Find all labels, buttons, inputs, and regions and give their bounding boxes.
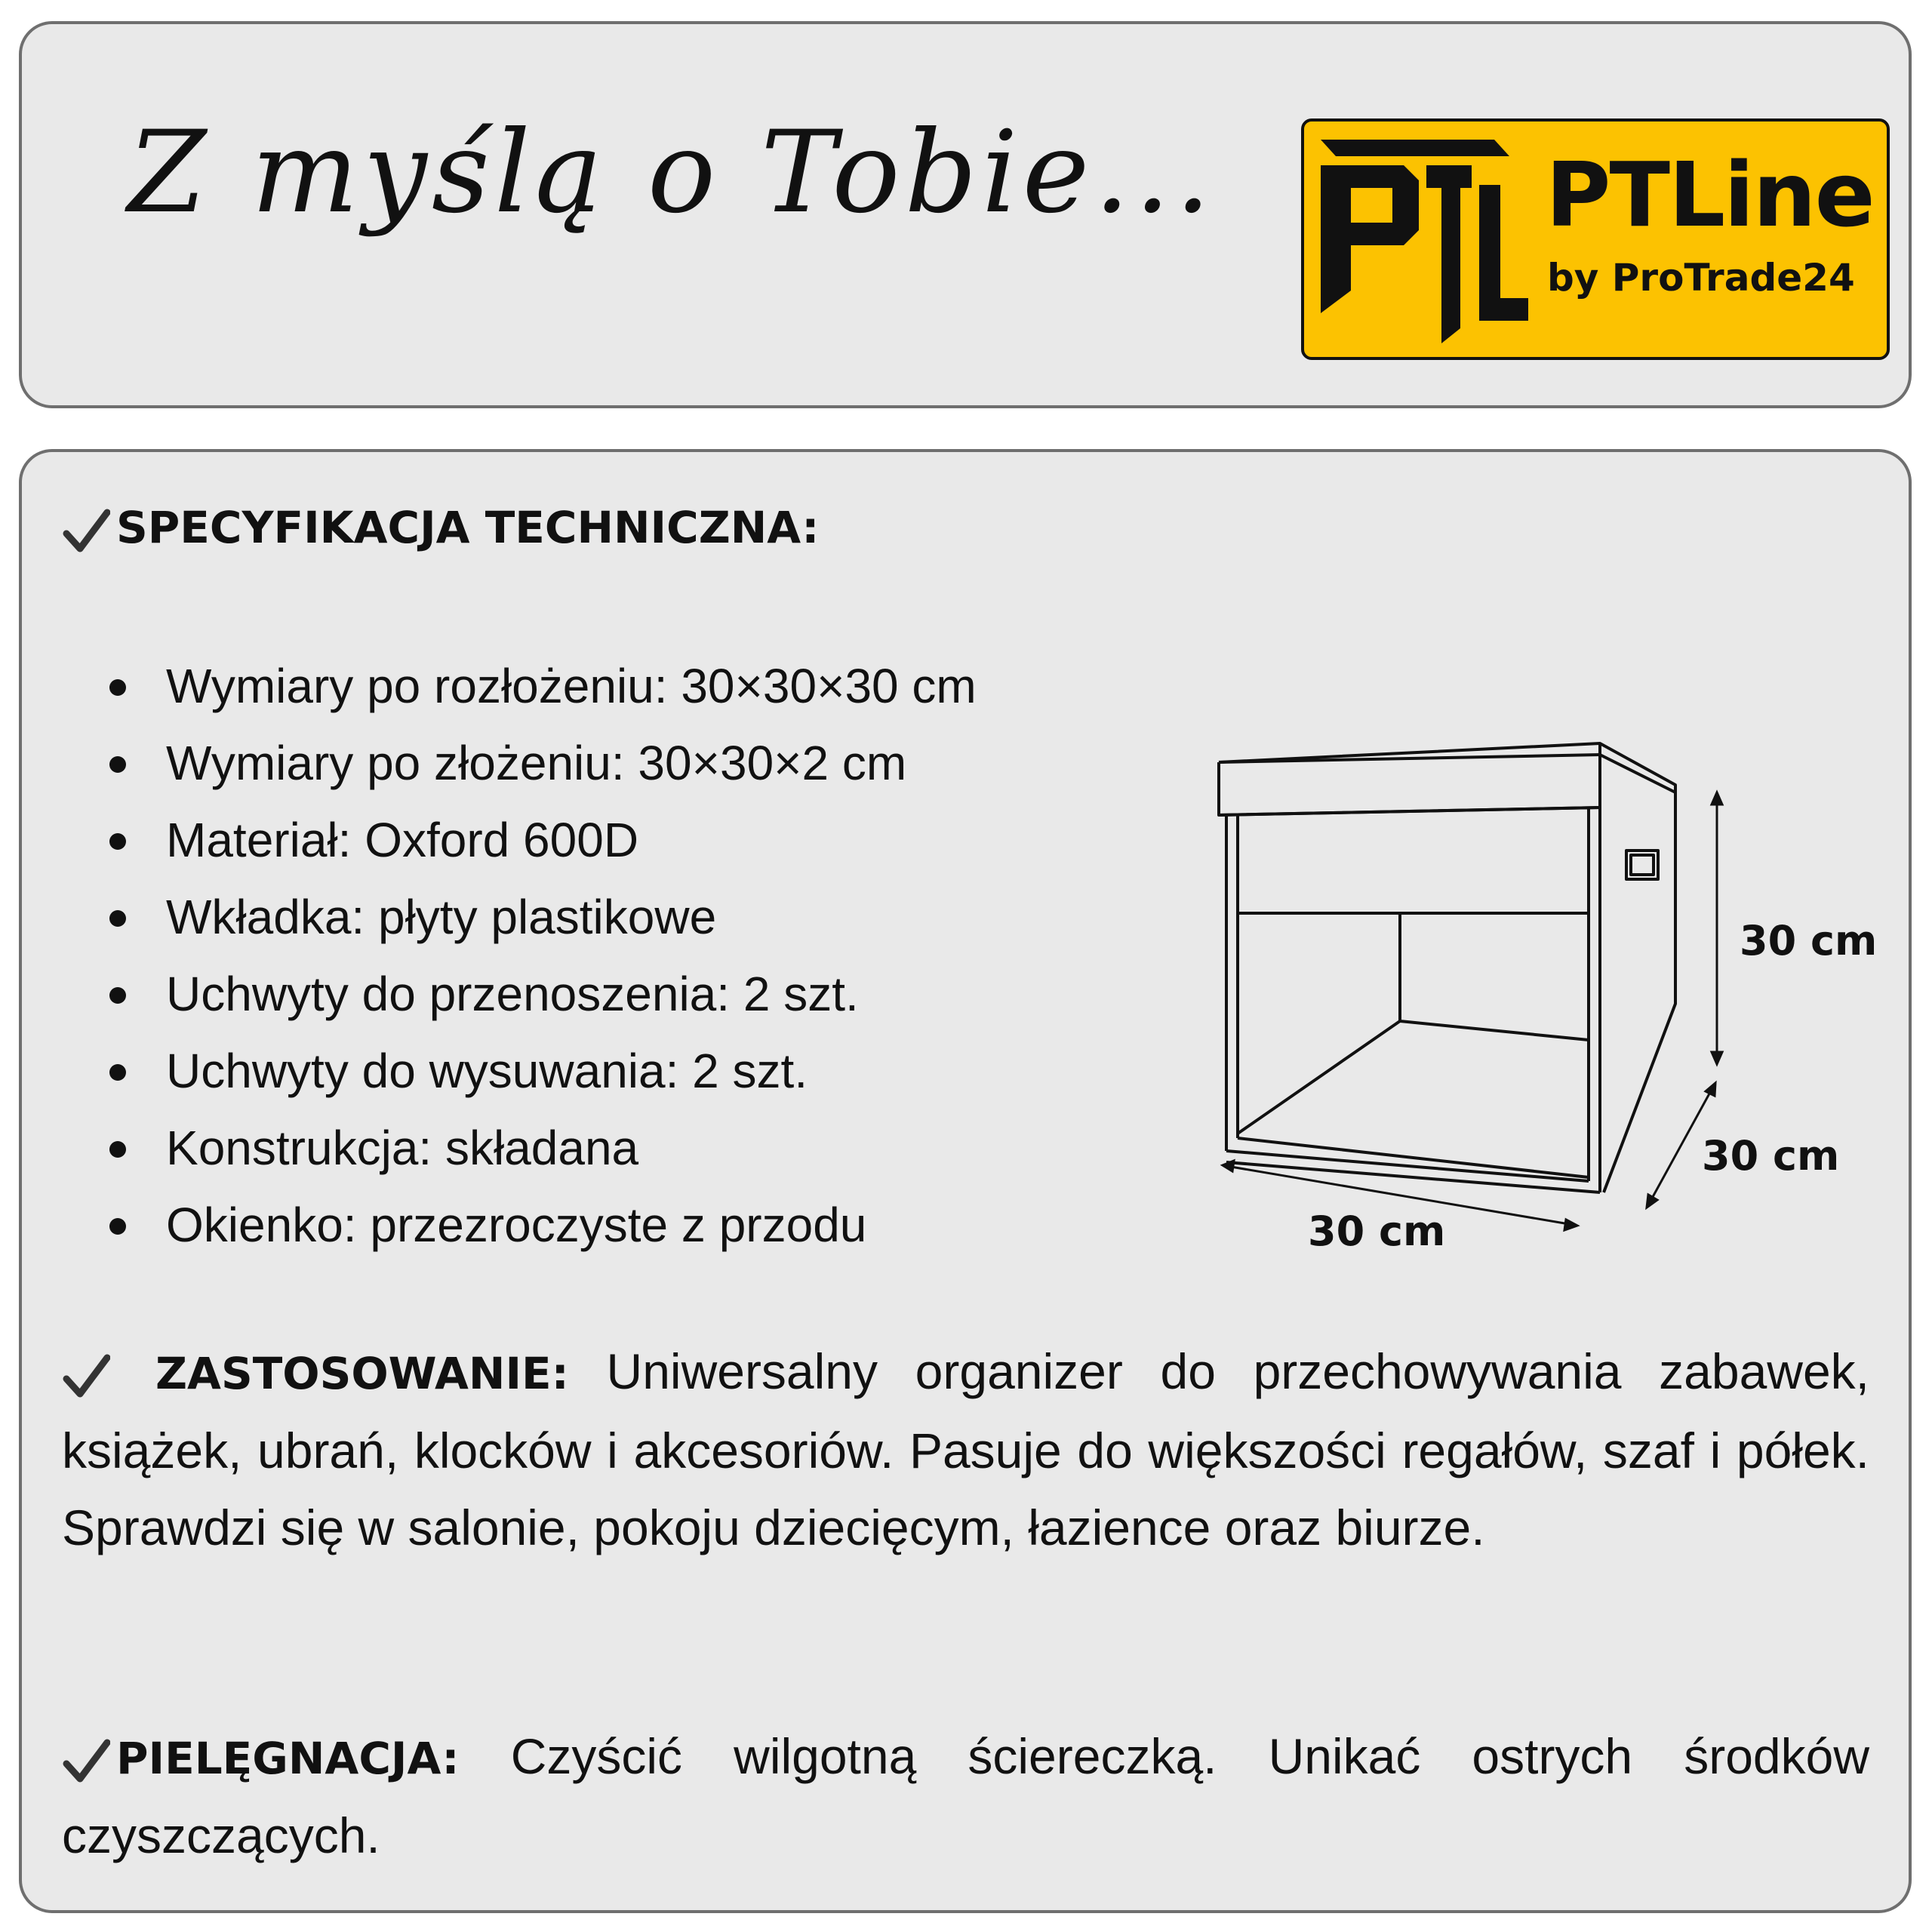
checkmark-icon (62, 506, 110, 555)
checkmark-icon (62, 1352, 110, 1400)
spec-heading-label: SPECYFIKACJA TECHNICZNA: (116, 502, 820, 553)
care-paragraph (62, 1718, 1869, 1874)
spec-item: Materiał: Oxford 600D (102, 801, 977, 878)
checkmark-icon (62, 1737, 110, 1785)
usage-text: Uniwersalny organizer do przechowywania zabawek, książek, ubrań, klocków i akcesoriów. Pasuje do większości regałów, szaf i półek. Sprawdzi się w salonie, pokoju dziecięcym, łazience oraz biurze. (62, 1343, 1869, 1555)
brand-logo (1301, 118, 1890, 360)
spec-item: Okienko: przezroczyste z przodu (102, 1186, 977, 1263)
tagline: Z myślą o Tobie... (128, 107, 1216, 238)
usage-heading: ZASTOSOWANIE: (155, 1348, 569, 1399)
height-dimension-label: 30 cm (1740, 917, 1878, 964)
spec-item: Wymiary po złożeniu: 30×30×2 cm (102, 724, 977, 801)
spec-item: Wkładka: płyty plastikowe (102, 878, 977, 955)
spec-item: Uchwyty do przenoszenia: 2 szt. (102, 955, 977, 1032)
spec-item: Uchwyty do wysuwania: 2 szt. (102, 1032, 977, 1109)
spec-heading (62, 502, 819, 555)
storage-box-illustration (1208, 732, 1736, 1245)
spec-item: Wymiary po rozłożeniu: 30×30×30 cm (102, 648, 977, 724)
spec-list (102, 648, 977, 1263)
brand-name: PTLine (1546, 143, 1874, 247)
depth-dimension-label: 30 cm (1702, 1132, 1840, 1180)
care-heading: PIELĘGNACJA: (116, 1733, 460, 1784)
usage-paragraph (62, 1333, 1869, 1566)
header-panel (19, 21, 1912, 408)
care-text: Czyścić wilgotną ściereczką. Unikać ostrych środków czyszczących. (62, 1728, 1869, 1863)
brand-subtitle: by ProTrade24 (1547, 256, 1855, 300)
spec-item: Konstrukcja: składana (102, 1109, 977, 1186)
ptl-logo-mark-icon (1321, 140, 1532, 343)
width-dimension-label: 30 cm (1308, 1208, 1446, 1255)
